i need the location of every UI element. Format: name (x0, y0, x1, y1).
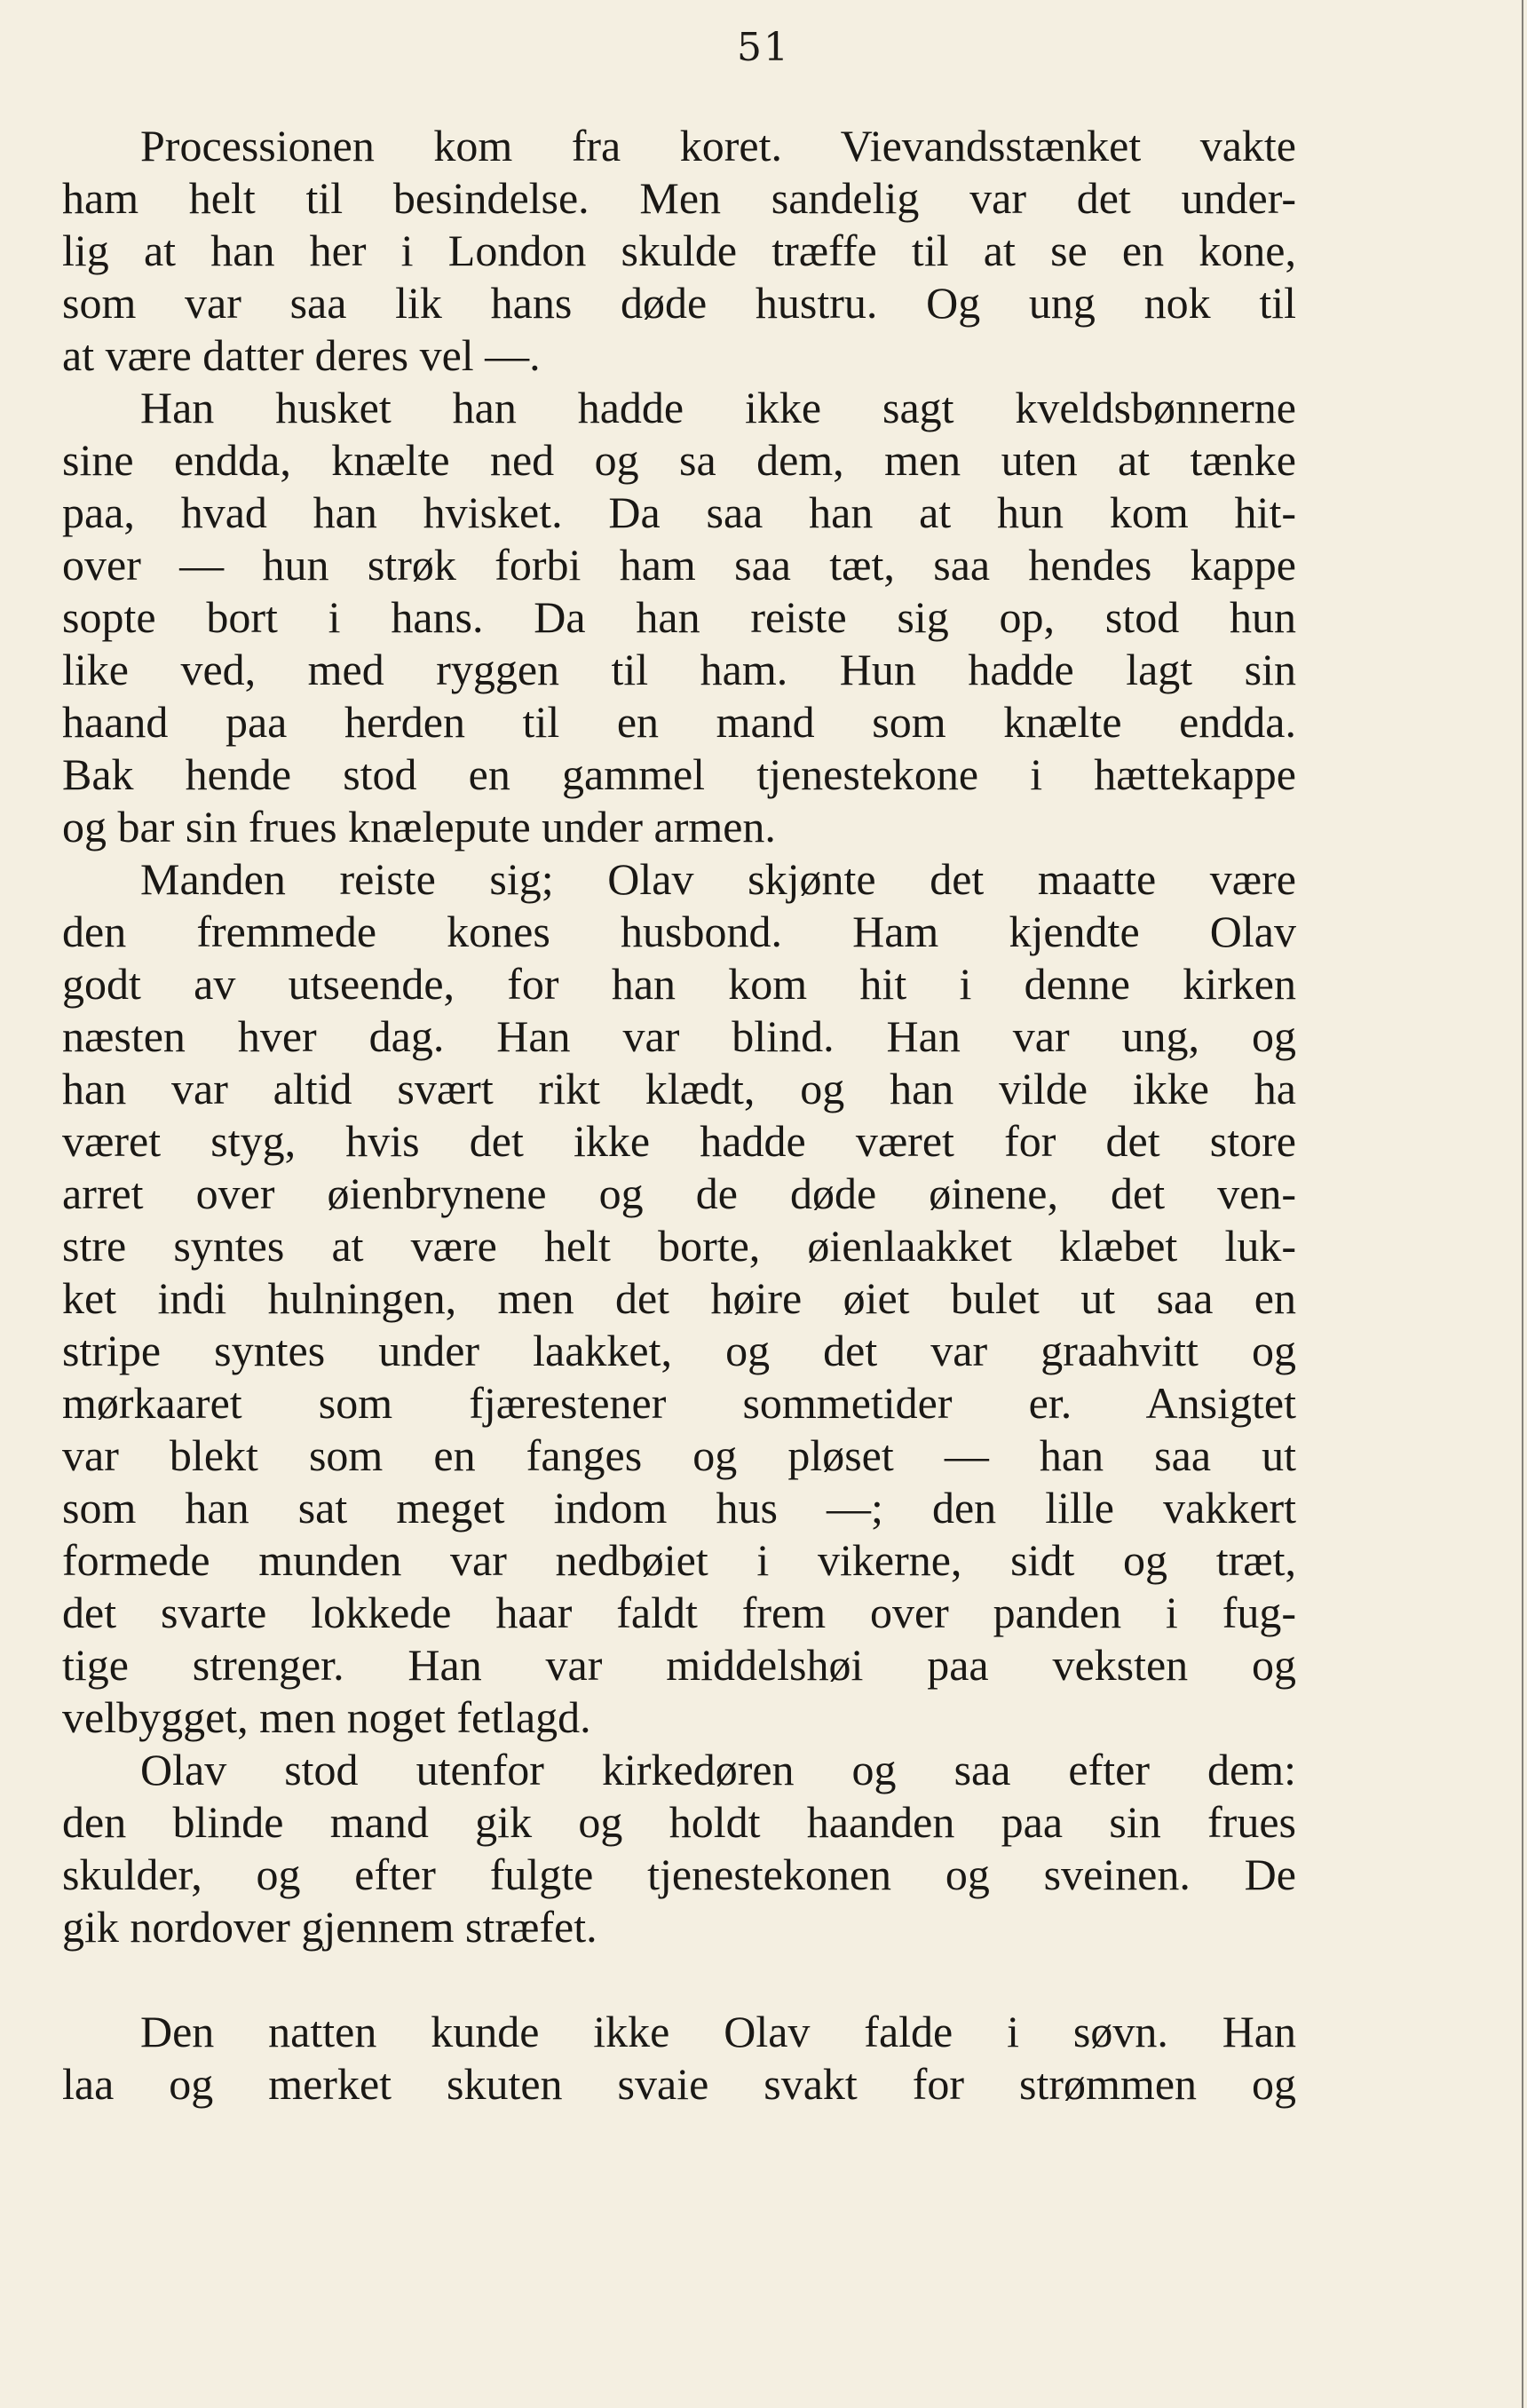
body-text (62, 120, 1296, 2111)
text-line: sine endda, knælte ned og sa dem, men uten at tænke (62, 435, 1296, 485)
text-line: godt av utseende, for han kom hit i denne kirken (62, 959, 1296, 1009)
text-line: laa og merket skuten svaie svakt for strømmen og (62, 2059, 1296, 2109)
text-line: skulder, og efter fulgte tjenestekonen og sveinen. De (62, 1850, 1296, 1899)
text-line: ham helt til besindelse. Men sandelig var det under- (62, 173, 1296, 223)
text-line: gik nordover gjennem stræfet. (62, 1902, 597, 1952)
text-line: den blinde mand gik og holdt haanden paa sin frues (62, 1797, 1296, 1847)
text-line: over — hun strøk forbi ham saa tæt, saa hendes kappe (62, 540, 1296, 590)
page-edge-line (1522, 0, 1523, 2408)
page-number: 51 (737, 25, 790, 70)
text-line: han var altid svært rikt klædt, og han vilde ikke ha (62, 1064, 1296, 1113)
text-line: haand paa herden til en mand som knælte endda. (62, 697, 1296, 747)
text-line: og bar sin frues knælepute under armen. (62, 802, 776, 852)
text-line: sopte bort i hans. Da han reiste sig op, stod hun (62, 592, 1296, 642)
text-line: Han husket han hadde ikke sagt kveldsbønnerne (140, 383, 1296, 432)
text-line: Bak hende stod en gammel tjenestekone i hættekappe (62, 749, 1296, 799)
text-line: Olav stod utenfor kirkedøren og saa efter dem: (140, 1745, 1296, 1794)
text-line: tige strenger. Han var middelshøi paa veksten og (62, 1640, 1296, 1690)
text-line: det svarte lokkede haar faldt frem over panden i fug- (62, 1588, 1296, 1637)
text-line: Manden reiste sig; Olav skjønte det maatte være (140, 854, 1296, 904)
section-break (62, 1953, 1296, 2006)
text-line: velbygget, men noget fetlagd. (62, 1692, 591, 1742)
text-line: Den natten kunde ikke Olav falde i søvn. Han (140, 2007, 1296, 2056)
text-line: mørkaaret som fjærestener sommetider er. Ansigtet (62, 1378, 1296, 1428)
text-line: lig at han her i London skulde træffe til at se en kone, (62, 226, 1296, 275)
text-line: Processionen kom fra koret. Vievandsstænket vakte (140, 121, 1296, 170)
text-line: at være datter deres vel —. (62, 330, 541, 380)
text-line: stre syntes at være helt borte, øienlaakket klæbet luk- (62, 1221, 1296, 1271)
text-line: formede munden var nedbøiet i vikerne, sidt og træt, (62, 1535, 1296, 1585)
text-line: paa, hvad han hvisket. Da saa han at hun kom hit- (62, 487, 1296, 537)
text-line: like ved, med ryggen til ham. Hun hadde lagt sin (62, 645, 1296, 694)
text-line: som var saa lik hans døde hustru. Og ung nok til (62, 278, 1296, 328)
text-line: arret over øienbrynene og de døde øinene, det ven- (62, 1168, 1296, 1218)
text-line: ket indi hulningen, men det høire øiet bulet ut saa en (62, 1273, 1296, 1323)
text-line: som han sat meget indom hus —; den lille vakkert (62, 1483, 1296, 1533)
text-line: været styg, hvis det ikke hadde været for det store (62, 1116, 1296, 1166)
text-line: stripe syntes under laakket, og det var graahvitt og (62, 1326, 1296, 1375)
text-line: var blekt som en fanges og pløset — han saa ut (62, 1430, 1296, 1480)
text-line: næsten hver dag. Han var blind. Han var ung, og (62, 1011, 1296, 1061)
text-line: den fremmede kones husbond. Ham kjendte Olav (62, 907, 1296, 956)
